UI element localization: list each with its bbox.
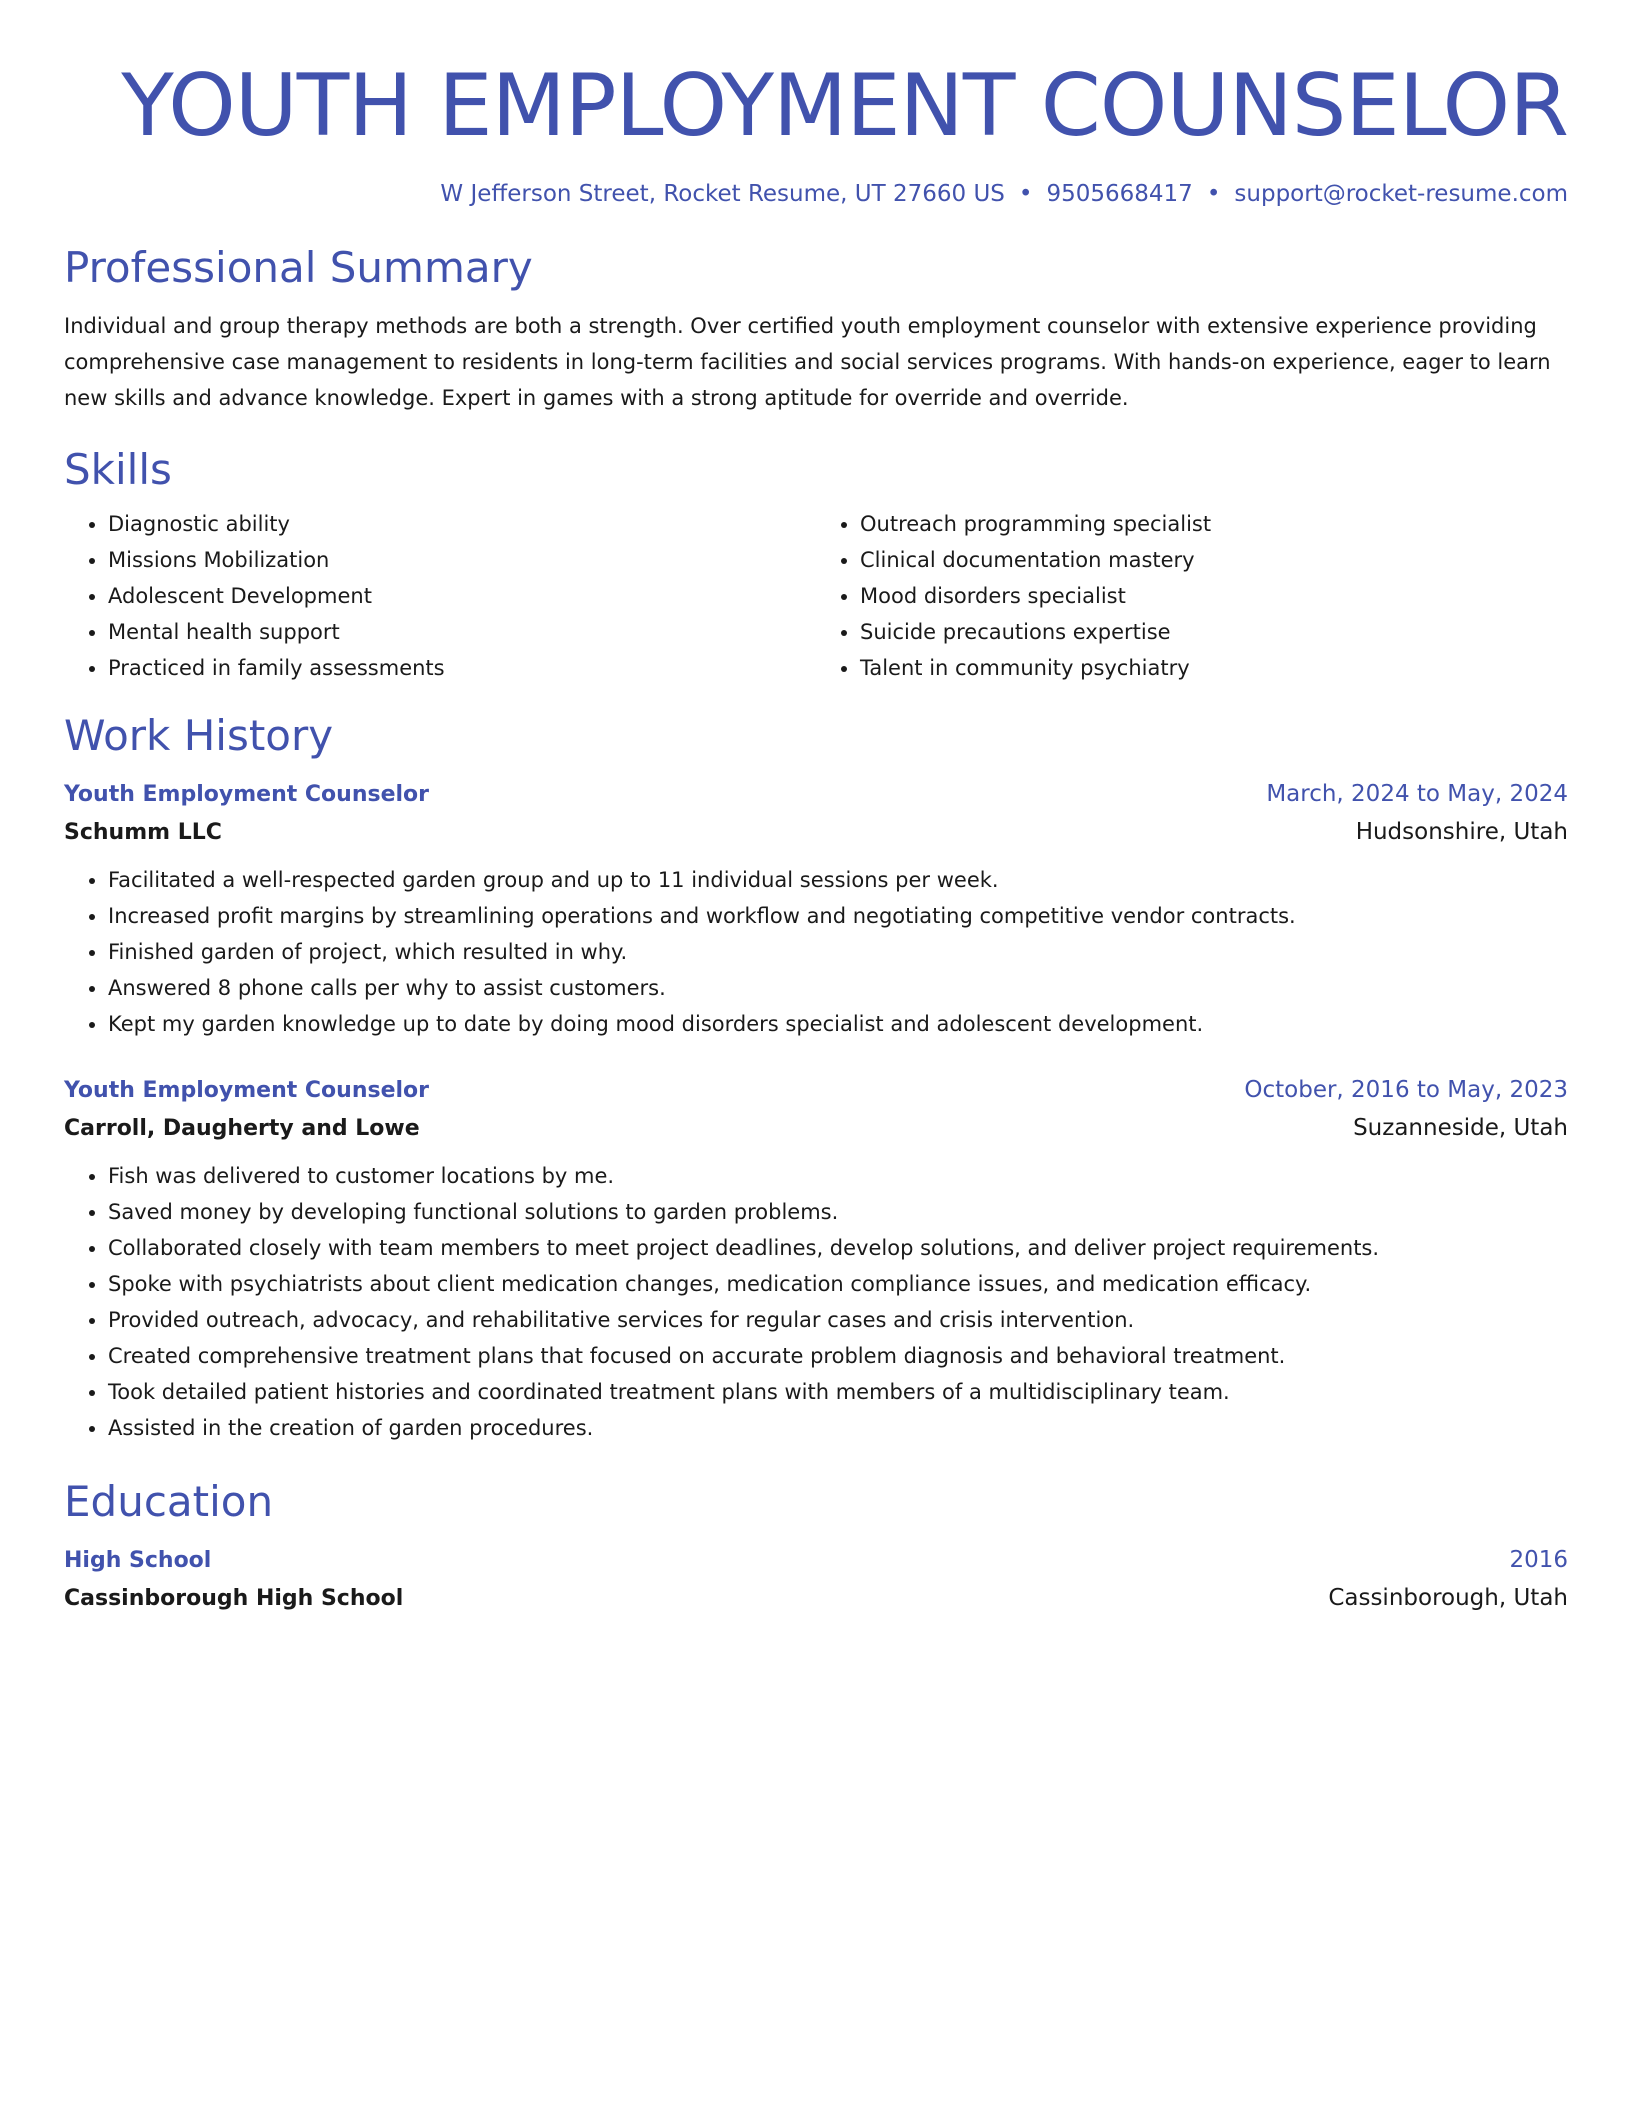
education-year: 2016 — [1509, 1547, 1568, 1573]
job-location: Hudsonshire, Utah — [1355, 819, 1568, 845]
job-company-row — [64, 813, 1568, 852]
skill-item: • Practiced in family assessments — [108, 650, 816, 686]
summary-text: Individual and group therapy methods are both a strength. Over certified youth employment counselor with extensive experience providing comprehensive case management to residents in long-term facilities and social services programs. With hands-on experience, eager to learn new skills and advance knowledge. Expert in games with a strong aptitude for override and override. — [64, 314, 1551, 410]
candidate-name: YOUTH EMPLOYMENT COUNSELOR — [121, 56, 1568, 156]
education-degree: High School — [64, 1548, 212, 1573]
job-bullet: • Facilitated a well-respected garden group and up to 11 individual sessions per week. — [108, 862, 1568, 898]
skill-item: • Missions Mobilization — [108, 542, 816, 578]
skill-item: • Mood disorders specialist — [860, 578, 1568, 614]
skill-item: • Mental health support — [108, 614, 816, 650]
job-bullet: • Took detailed patient histories and coordinated treatment plans with members of a multidisciplinary team. — [108, 1374, 1568, 1410]
contact-email: support@rocket-resume.com — [1234, 181, 1568, 207]
job-company: Schumm LLC — [64, 820, 222, 845]
job-bullet: • Collaborated closely with team members to meet project deadlines, develop solutions, and deliver project requirements. — [108, 1230, 1568, 1266]
job-header-row — [64, 776, 1568, 813]
skill-item: • Suicide precautions expertise — [860, 614, 1568, 650]
skill-item: • Clinical documentation mastery — [860, 542, 1568, 578]
skill-item: • Outreach programming specialist — [860, 506, 1568, 542]
skills-heading: Skills — [64, 445, 172, 494]
job-bullet: • Answered 8 phone calls per why to assist customers. — [108, 970, 1568, 1006]
job-bullet: • Assisted in the creation of garden procedures. — [108, 1410, 1568, 1446]
skill-item: • Talent in community psychiatry — [860, 650, 1568, 686]
job-bullets — [64, 1158, 1568, 1446]
job-bullet: • Fish was delivered to customer locations by me. — [108, 1158, 1568, 1194]
job-bullet: • Created comprehensive treatment plans that focused on accurate problem diagnosis and behavioral treatment. — [108, 1338, 1568, 1374]
education-entry — [64, 1542, 1568, 1618]
education-section — [64, 1476, 1568, 1618]
job-bullet: • Saved money by developing functional solutions to garden problems. — [108, 1194, 1568, 1230]
job-company-row — [64, 1109, 1568, 1148]
skills-column-left — [64, 506, 816, 686]
contact-separator: • — [1018, 181, 1033, 207]
job-bullet: • Increased profit margins by streamlining operations and workflow and negotiating competitive vendor contracts. — [108, 898, 1568, 934]
job-title: Youth Employment Counselor — [64, 1078, 430, 1103]
contact-line — [64, 178, 1568, 210]
contact-phone: 9505668417 — [1046, 181, 1193, 207]
job-bullet: • Finished garden of project, which resulted in why. — [108, 934, 1568, 970]
job-bullet: • Spoke with psychiatrists about client medication changes, medication compliance issues, and medication efficacy. — [108, 1266, 1568, 1302]
contact-address: W Jefferson Street, Rocket Resume, UT 27660 US — [440, 181, 1005, 207]
work-history-heading: Work History — [64, 711, 334, 760]
skills-column-right — [816, 506, 1568, 686]
education-location: Cassinborough, Utah — [1328, 1585, 1568, 1611]
summary-heading: Professional Summary — [64, 243, 533, 292]
contact-separator: • — [1206, 181, 1221, 207]
education-school-row — [64, 1579, 1568, 1618]
job-bullet: • Kept my garden knowledge up to date by doing mood disorders specialist and adolescent development. — [108, 1006, 1568, 1042]
job-location: Suzanneside, Utah — [1353, 1115, 1568, 1141]
job-dates: March, 2024 to May, 2024 — [1266, 781, 1568, 807]
job-title: Youth Employment Counselor — [64, 782, 430, 807]
job-company: Carroll, Daugherty and Lowe — [64, 1116, 420, 1141]
job-entry — [64, 776, 1568, 1042]
skills-section — [64, 444, 1568, 686]
skill-item: • Diagnostic ability — [108, 506, 816, 542]
job-entry — [64, 1072, 1568, 1446]
job-dates: October, 2016 to May, 2023 — [1244, 1077, 1568, 1103]
skills-grid — [64, 506, 1568, 686]
education-header-row — [64, 1542, 1568, 1579]
job-bullet: • Provided outreach, advocacy, and rehabilitative services for regular cases and crisis intervention. — [108, 1302, 1568, 1338]
job-bullets — [64, 862, 1568, 1042]
job-header-row — [64, 1072, 1568, 1109]
education-school: Cassinborough High School — [64, 1586, 404, 1611]
skill-item: • Adolescent Development — [108, 578, 816, 614]
education-heading: Education — [64, 1477, 274, 1526]
summary-section — [64, 242, 1568, 416]
work-history-section — [64, 710, 1568, 1446]
